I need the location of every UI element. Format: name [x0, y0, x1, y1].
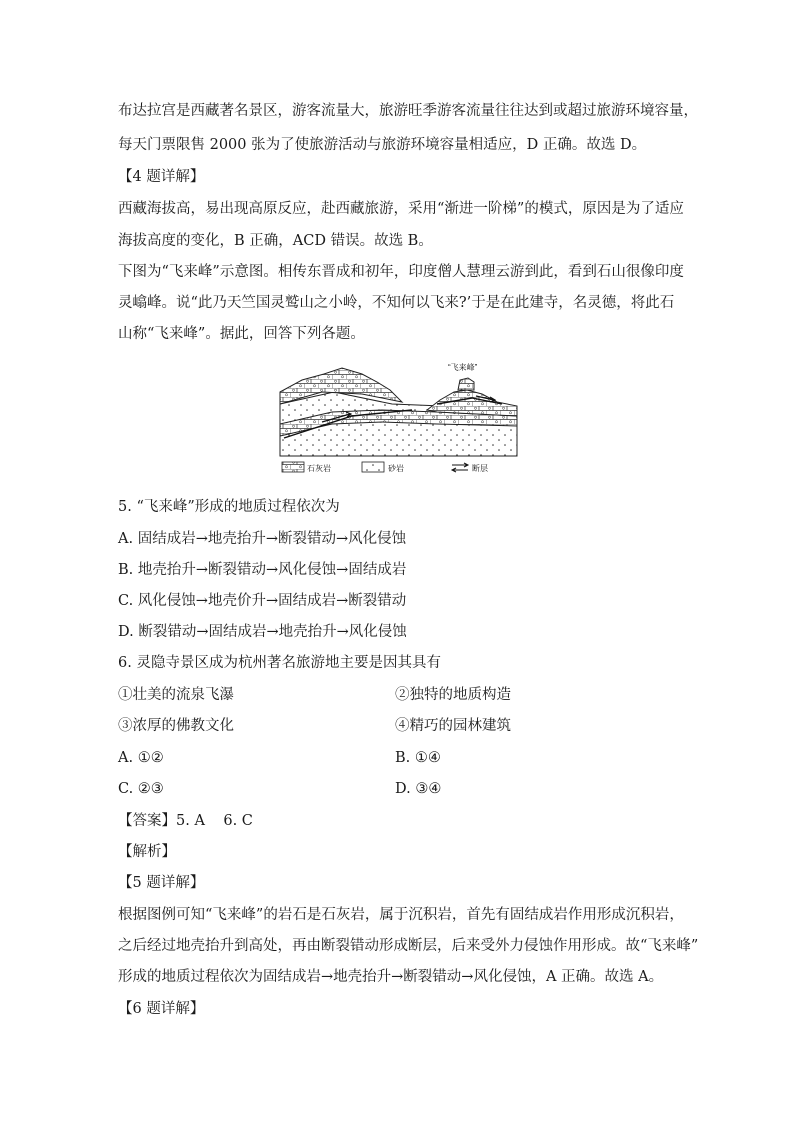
q6-option-c: C. ②③ — [118, 781, 164, 797]
limestone-swatch — [282, 462, 304, 472]
feilaifeng-peak — [458, 378, 474, 390]
paragraph-line: 西藏海拔高，易出现高原反应，赴西藏旅游，采用“渐进一阶梯”的模式，原因是为了适应 — [118, 201, 684, 217]
paragraph-line: 布达拉宫是西藏著名景区，游客流量大，旅游旺季游客流量往往达到或超过旅游环境容量， — [118, 103, 698, 119]
fault-symbol — [452, 463, 468, 472]
legend — [282, 462, 488, 473]
paragraph-line: 根据图例可知“飞来峰”的岩石是石灰岩，属于沉积岩，首先有固结成岩作用形成沉积岩， — [118, 907, 684, 923]
q6-choice-4: ④精巧的园林建筑 — [395, 718, 511, 734]
q6-option-b: B. ①④ — [395, 750, 441, 766]
analysis-heading: 【解析】 — [118, 844, 176, 860]
paragraph-line: 海拔高度的变化，B 正确，ACD 错误。故选 B。 — [118, 233, 433, 249]
section-heading: 【6 题详解】 — [118, 1001, 205, 1017]
feilaifeng-diagram — [262, 352, 540, 480]
paragraph-line: 灵嶖峰。说“此乃天竺国灵鹫山之小岭，不知何以飞来?’于是在此建寺，名灵德，将此石 — [118, 295, 675, 311]
q6-choice-3: ③浓厚的佛教文化 — [118, 718, 234, 734]
section-heading: 【5 题详解】 — [118, 875, 205, 891]
q6-choice-1: ①壮美的流泉飞瀑 — [118, 687, 234, 703]
paragraph-line: 山称“飞来峰”。据此，回答下列各题。 — [118, 326, 365, 342]
answer-line: 【答案】5. A 6. C — [118, 813, 253, 829]
q5-option-c: C. 风化侵蚀→地壳价升→固结成岩→断裂错动 — [118, 593, 407, 609]
paragraph-line: 每天门票限售 2000 张为了使旅游活动与旅游环境容量相适应，D 正确。故选 D。 — [118, 137, 647, 153]
q5-option-d: D. 断裂错动→固结成岩→地壳抬升→风化侵蚀 — [118, 624, 407, 640]
section-heading: 【4 题详解】 — [118, 169, 205, 185]
q5-option-b: B. 地壳抬升→断裂错动→风化侵蚀→固结成岩 — [118, 562, 407, 578]
legend-fault: 断层 — [472, 464, 488, 473]
peak-label: “飞来峰” — [448, 363, 478, 372]
q6-option-d: D. ③④ — [395, 781, 442, 797]
sandstone-swatch — [362, 462, 384, 472]
q6-option-a: A. ①② — [118, 750, 164, 766]
q5-option-a: A. 固结成岩→地壳抬升→断裂错动→风化侵蚀 — [118, 531, 407, 547]
q6-choice-2: ②独特的地质构造 — [395, 687, 511, 703]
q5-stem: 5. “飞来峰”形成的地质过程依次为 — [118, 499, 340, 515]
paragraph-line: 下图为“飞来峰”示意图。相传东晋成和初年，印度僧人慧理云游到此，看到石山很像印度 — [118, 264, 684, 280]
paragraph-line: 之后经过地壳抬升到高处，再由断裂错动形成断层，后来受外力侵蚀作用形成。故“飞来峰” — [118, 938, 699, 954]
legend-limestone: 石灰岩 — [307, 464, 331, 473]
legend-sandstone: 砂岩 — [388, 464, 404, 473]
q6-stem: 6. 灵隐寺景区成为杭州著名旅游地主要是因其具有 — [118, 655, 441, 671]
paragraph-line: 形成的地质过程依次为固结成岩→地壳抬升→断裂错动→风化侵蚀，A 正确。故选 A。 — [118, 969, 664, 985]
